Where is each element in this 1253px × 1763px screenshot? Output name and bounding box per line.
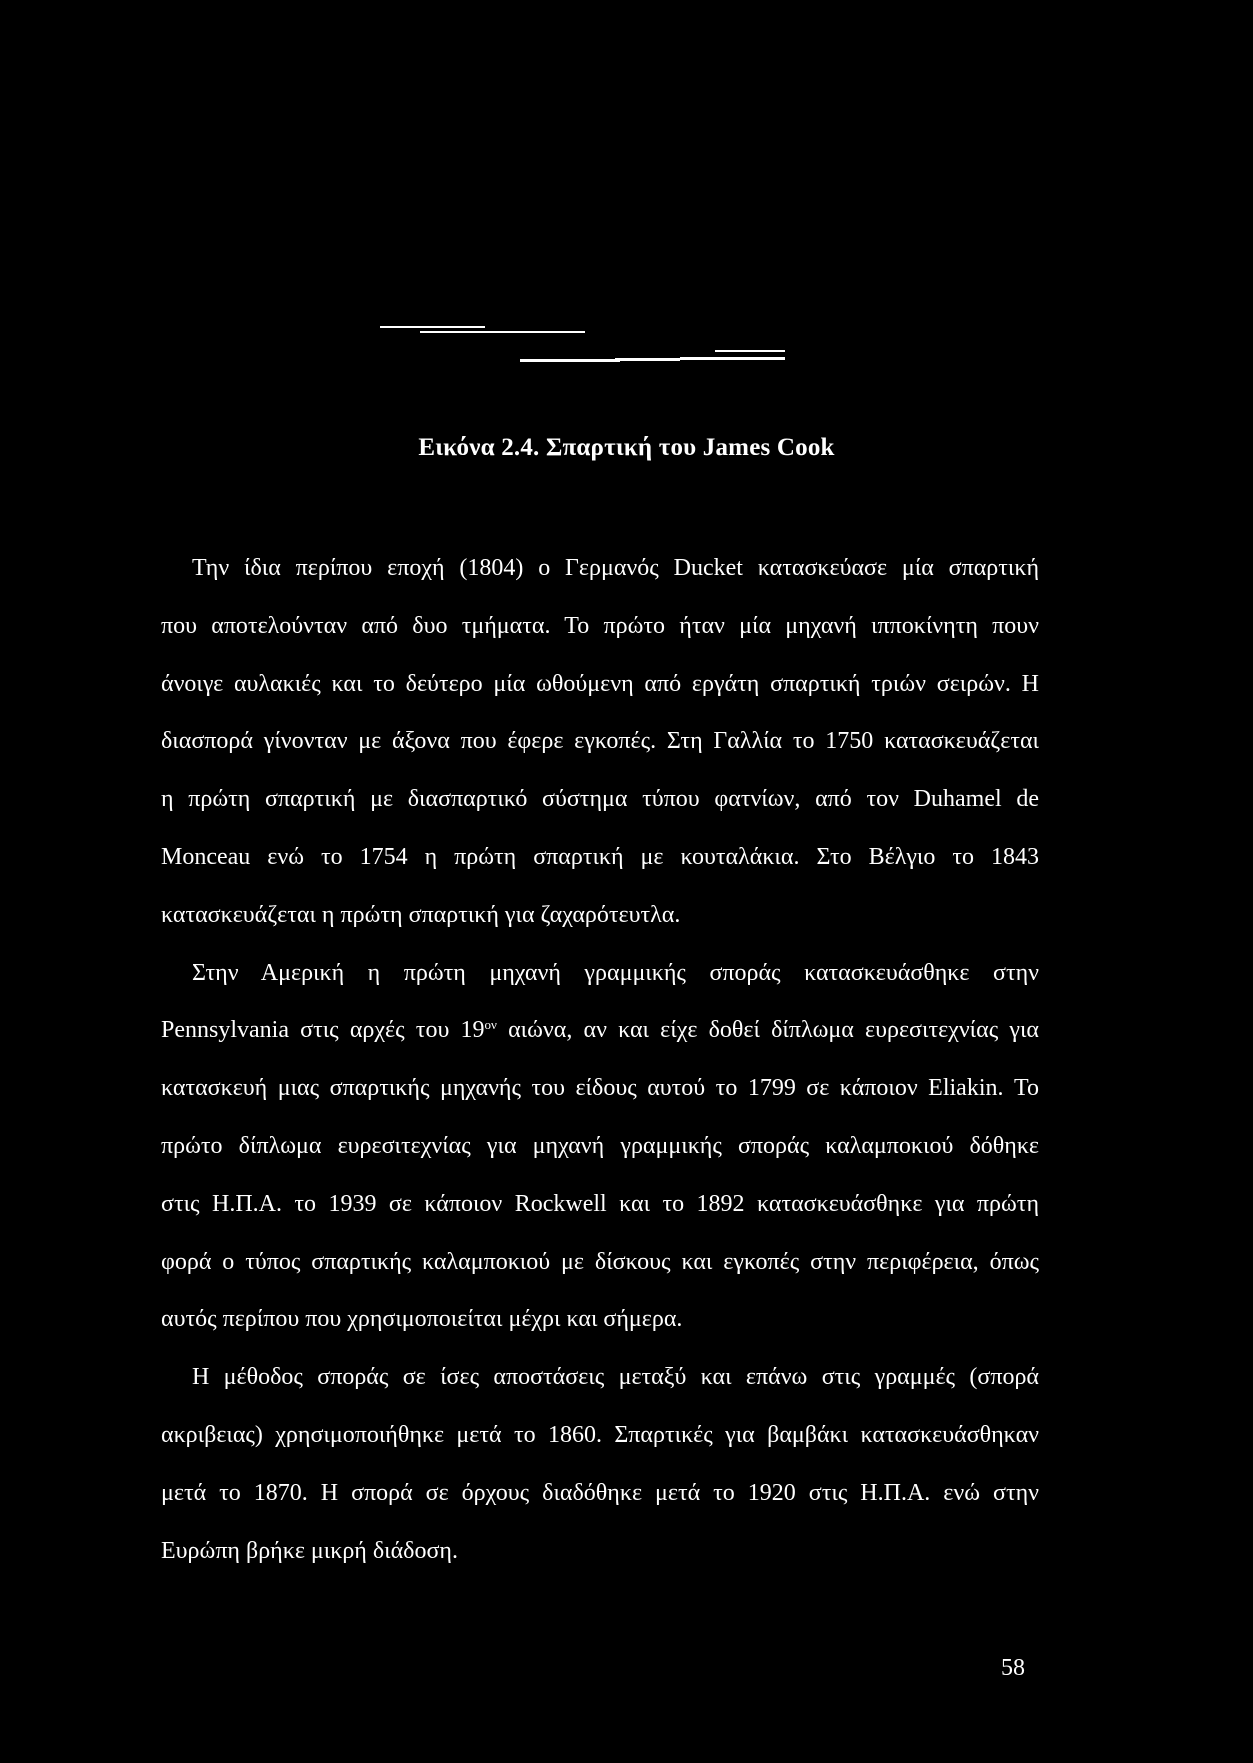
text-line: αυτός περίπου που χρησιμοποιείται μέχρι και σήμερα. <box>161 1306 683 1333</box>
text-line: η πρώτη σπαρτική με διασπαρτικό σύστημα τύπου φατνίων, από τον Duhamel de <box>161 786 1039 813</box>
figure-stroke <box>680 357 785 360</box>
text-segment: αιώνα, αν και είχε δοθεί δίπλωμα ευρεσιτεχνίας για <box>496 1017 1040 1044</box>
text-line: που αποτελούνταν από δυο τμήματα. Το πρώτο ήταν μία μηχανή ιπποκίνητη πουν <box>161 612 1039 639</box>
text-line: φορά ο τύπος σπαρτικής καλαμποκιού με δίσκους και εγκοπές στην περιφέρεια, όπως <box>161 1248 1039 1275</box>
text-line: διασπορά γίνονταν με άξονα που έφερε εγκοπές. Στη Γαλλία το 1750 κατασκευάζεται <box>161 728 1039 755</box>
text-line: πρώτο δίπλωμα ευρεσιτεχνίας για μηχανή γραμμικής σποράς καλαμποκιού δόθηκε <box>161 1132 1039 1159</box>
text-line: άνοιγε αυλακιές και το δεύτερο μία ωθούμενη από εργάτη σπαρτική τριών σειρών. Η <box>161 670 1039 697</box>
text-line: Την ίδια περίπου εποχή (1804) ο Γερμανός Ducket κατασκεύασε μία σπαρτική <box>192 555 1039 581</box>
figure-stroke <box>420 331 585 333</box>
figure-stroke <box>615 358 680 361</box>
text-line: κατασκευάζεται η πρώτη σπαρτική για ζαχαρότευτλα. <box>161 901 681 928</box>
body-text <box>161 540 1039 1580</box>
paragraph <box>161 945 1039 1350</box>
paragraph <box>161 1349 1039 1580</box>
text-line: Η μέθοδος σποράς σε ίσες αποστάσεις μεταξύ και επάνω στις γραμμές (σπορά <box>192 1364 1039 1391</box>
page-number: 58 <box>1001 1655 1025 1681</box>
figure-stroke <box>715 350 785 352</box>
figure-image-remnant <box>0 0 1253 380</box>
text-line: στις Η.Π.Α. το 1939 σε κάποιον Rockwell και το 1892 κατασκευάσθηκε για πρώτη <box>161 1190 1039 1217</box>
text-line: Monceau ενώ το 1754 η πρώτη σπαρτική με κουταλάκια. Στο Βέλγιο το 1843 <box>161 843 1039 870</box>
text-segment: Pennsylvania στις αρχές του 19 <box>161 1017 485 1044</box>
figure-stroke <box>520 359 620 362</box>
ordinal-superscript: ον <box>484 1017 497 1033</box>
paragraph <box>161 540 1039 945</box>
text-line: Στην Αμερική η πρώτη μηχανή γραμμικής σποράς κατασκευάσθηκε στην <box>192 959 1039 986</box>
figure-stroke <box>380 326 485 328</box>
text-line: Ευρώπη βρήκε μικρή διάδοση. <box>161 1537 458 1564</box>
text-line: ακριβειας) χρησιμοποιήθηκε μετά το 1860. Σπαρτικές για βαμβάκι κατασκευάσθηκαν <box>161 1421 1039 1448</box>
text-line: κατασκευή μιας σπαρτικής μηχανής του είδους αυτού το 1799 σε κάποιον Eliakin. Το <box>161 1075 1039 1102</box>
figure-caption: Εικόνα 2.4. Σπαρτική του James Cook <box>418 434 835 461</box>
text-line: μετά το 1870. Η σπορά σε όρχους διαδόθηκε μετά το 1920 στις Η.Π.Α. ενώ στην <box>161 1479 1039 1506</box>
text-line <box>161 1002 1039 1060</box>
